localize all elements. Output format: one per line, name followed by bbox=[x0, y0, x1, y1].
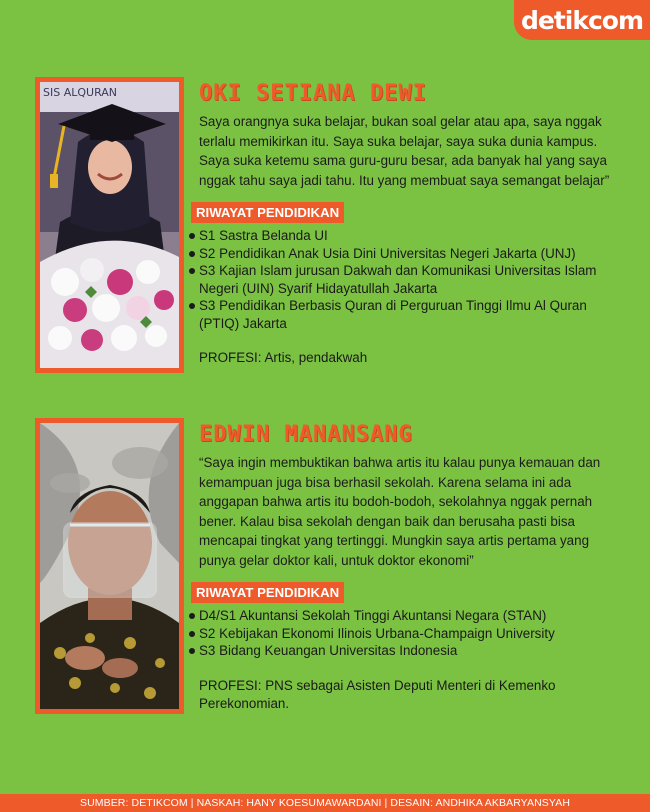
svg-text:SIS ALQURAN: SIS ALQURAN bbox=[43, 86, 118, 99]
profile-name: OKI SETIANA DEWI bbox=[199, 81, 427, 106]
detikcom-logo[interactable]: detikcom bbox=[514, 0, 650, 40]
education-item: S3 Bidang Keuangan Universitas Indonesia bbox=[189, 642, 624, 660]
education-item: S3 Kajian Islam jurusan Dakwah dan Komunikasi Universitas Islam Negeri (UIN) Syarif Hidayatullah Jakarta bbox=[189, 262, 624, 297]
edwin-manansang-photo bbox=[35, 418, 184, 714]
profession: PROFESI: Artis, pendakwah bbox=[199, 350, 368, 365]
profile-quote: “Saya ingin membuktikan bahwa artis itu kalau punya kemauan dan kemampuan juga bisa berhasil sekolah. Karena selama ini ada anggapan bahwa artis itu bodoh-bodoh, sekolahnya nggak pernah bener. Kalau bisa sekolah dengan baik dan berusaha pasti bisa mencapai tingkat yang tertinggi. Mungkin saya artis pertama yang punya gelar doktor kali, untuk doktor ekonomi” bbox=[199, 455, 601, 568]
education-item: S2 Kebijakan Ekonomi Ilinois Urbana-Champaign University bbox=[189, 625, 624, 643]
profile-edwin bbox=[196, 421, 624, 713]
education-item: S1 Sastra Belanda UI bbox=[189, 227, 624, 245]
education-label: RIWAYAT PENDIDIKAN bbox=[191, 582, 344, 603]
profile-quote: Saya orangnya suka belajar, bukan soal gelar atau apa, saya nggak terlalu memikirkan itu. Saya suka belajar, saya suka dunia kampus. Saya suka ketemu sama guru-guru besar, ada banyak hal yang saya nggak tahu saya jadi tahu. Itu yang membuat saya semangat belajar” bbox=[199, 114, 610, 188]
profile-oki bbox=[196, 80, 624, 367]
profile-name: EDWIN MANANSANG bbox=[199, 422, 413, 447]
education-list bbox=[189, 227, 624, 332]
education-label: RIWAYAT PENDIDIKAN bbox=[191, 202, 344, 223]
oki-setiana-dewi-photo bbox=[35, 77, 184, 373]
education-item: D4/S1 Akuntansi Sekolah Tinggi Akuntansi Negara (STAN) bbox=[189, 607, 624, 625]
profession: PROFESI: PNS sebagai Asisten Deputi Menteri di Kemenko Perekonomian. bbox=[199, 677, 556, 711]
education-item: S3 Pendidikan Berbasis Quran di Perguruan Tinggi Ilmu Al Quran (PTIQ) Jakarta bbox=[189, 297, 624, 332]
education-item: S2 Pendidikan Anak Usia Dini Universitas Negeri Jakarta (UNJ) bbox=[189, 245, 624, 263]
education-list bbox=[189, 607, 624, 660]
credits-footer: SUMBER: DETIKCOM | NASKAH: HANY KOESUMAWARDANI | DESAIN: ANDHIKA AKBARYANSYAH bbox=[0, 794, 650, 812]
